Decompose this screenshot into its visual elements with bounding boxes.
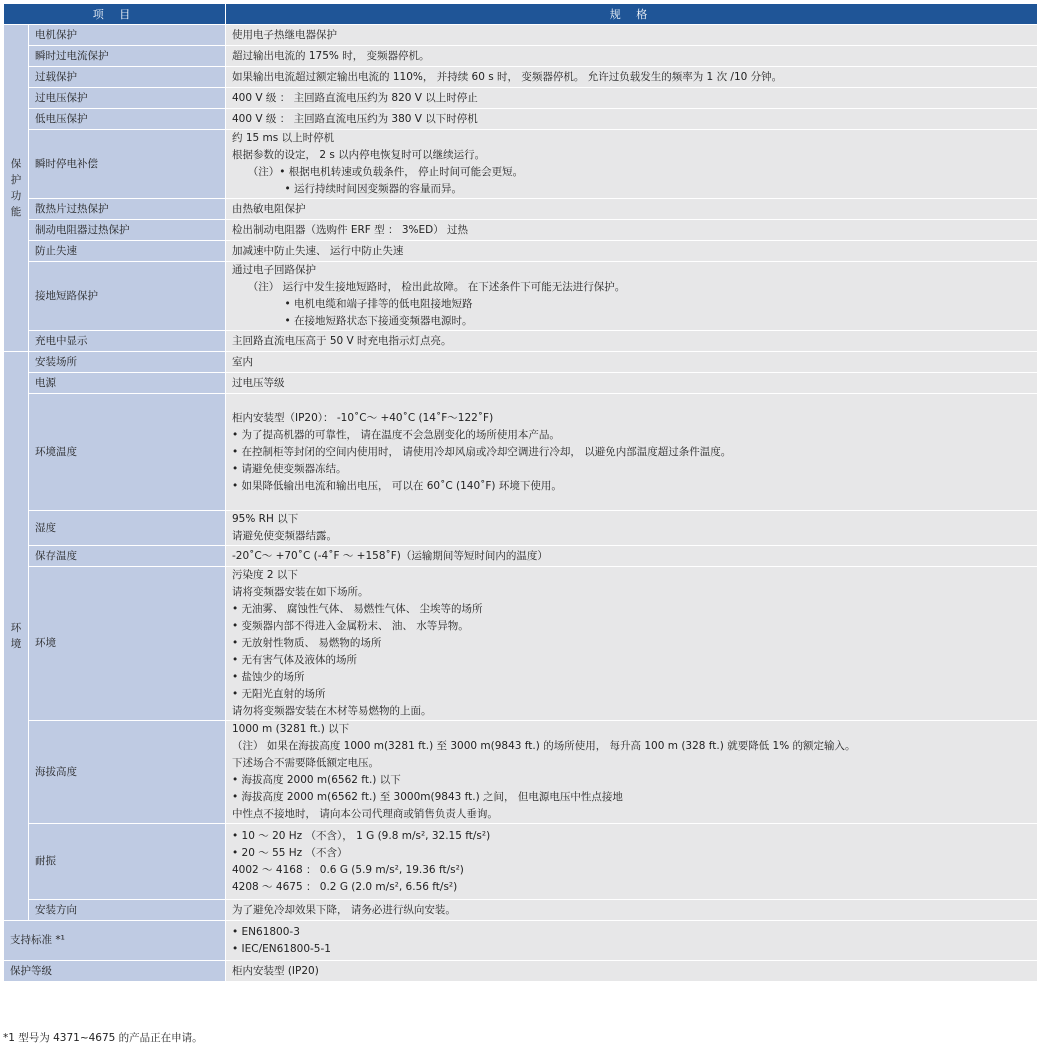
table-row <box>4 352 1038 373</box>
table-row <box>4 220 1038 241</box>
item-spec <box>226 824 1038 900</box>
footnote: *1 型号为 4371~4675 的产品正在申请。 <box>3 1032 203 1044</box>
spec-line: • 无阳光直射的场所 <box>232 688 326 700</box>
table-row <box>4 721 1038 824</box>
item-spec <box>226 394 1038 511</box>
table-row <box>4 373 1038 394</box>
item-name: 安装场所 <box>29 352 226 373</box>
spec-line: 4002 ～ 4168 ： 0.6 G (5.9 m/s², 19.36 ft/s²) <box>232 863 464 876</box>
spec-line: 使用电子热继电器保护 <box>232 28 337 41</box>
spec-line: 主回路直流电压高于 50 V 时充电指示灯点亮。 <box>232 334 452 347</box>
spec-line: • 无放射性物质、 易燃物的场所 <box>232 637 382 649</box>
spec-line: 柜内安装型 (IP20) <box>232 964 319 977</box>
spec-line: （注） 如果在海拔高度 1000 m(3281 ft.) 至 3000 m(9843 ft.) 的场所使用， 每升高 100 m (328 ft.) 就要降低 1% 的额定输入。 <box>232 740 856 752</box>
item-spec <box>226 546 1038 567</box>
spec-line: 4208 ～ 4675 ： 0.2 G (2.0 m/s², 6.56 ft/s²) <box>232 880 458 893</box>
spec-line: • 在接地短路状态下接通变频器电源时。 <box>232 315 473 327</box>
spec-line: 为了避免冷却效果下降， 请务必进行纵向安装。 <box>232 903 456 916</box>
spec-line: • 无有害气体及液体的场所 <box>232 654 358 666</box>
table-row <box>4 25 1038 46</box>
spec-line: 1000 m (3281 ft.) 以下 <box>232 723 350 735</box>
item-spec <box>226 961 1038 982</box>
item-spec <box>226 511 1038 546</box>
item-spec <box>226 67 1038 88</box>
spec-line: 通过电子回路保护 <box>232 264 316 276</box>
spec-line: 400 V 级 ： 主回路直流电压约为 820 V 以上时停止 <box>232 91 478 104</box>
spec-line: 如果输出电流超过额定输出电流的 110%， 并持续 60 s 时， 变频器停机。 允许过负载发生的频率为 1 次 /10 分钟。 <box>232 70 783 83</box>
spec-line: • 变频器内部不得进入金属粉末、 油、 水等异物。 <box>232 620 469 632</box>
item-spec <box>226 900 1038 921</box>
table-row <box>4 900 1038 921</box>
table-row <box>4 546 1038 567</box>
spec-line: • 为了提高机器的可靠性， 请在温度不会急剧变化的场所使用本产品。 <box>232 428 560 441</box>
item-name: 保存温度 <box>29 546 226 567</box>
item-name: 过电压保护 <box>29 88 226 109</box>
item-name: 支持标准 *¹ <box>4 921 226 961</box>
item-spec <box>226 88 1038 109</box>
item-spec <box>226 331 1038 352</box>
spec-line: -20˚C～ +70˚C (-4˚F ～ +158˚F)（运输期间等短时间内的温度） <box>232 549 548 562</box>
spec-line: • 20 ～ 55 Hz （不含） <box>232 846 348 859</box>
item-name: 保护等级 <box>4 961 226 982</box>
group-protection: 保 护 功 能 <box>4 25 29 352</box>
item-name: 制动电阻器过热保护 <box>29 220 226 241</box>
spec-line: 约 15 ms 以上时停机 <box>232 132 335 144</box>
item-name: 耐振 <box>29 824 226 900</box>
item-name: 散热片过热保护 <box>29 199 226 220</box>
spec-line: （注）• 根据电机转速或负载条件， 停止时间可能会更短。 <box>232 166 524 178</box>
spec-line: • 10 ～ 20 Hz （不含）， 1 G (9.8 m/s², 32.15 ft/s²) <box>232 829 491 842</box>
table-row <box>4 824 1038 900</box>
table-row <box>4 88 1038 109</box>
item-spec <box>226 921 1038 961</box>
spec-line: • IEC/EN61800-5-1 <box>232 942 331 955</box>
group-environment: 环 境 <box>4 352 29 921</box>
spec-line: 请避免使变频器结露。 <box>232 530 337 542</box>
table-body <box>4 25 1038 982</box>
item-name: 瞬时过电流保护 <box>29 46 226 67</box>
spec-line: 95% RH 以下 <box>232 513 299 525</box>
item-name: 瞬时停电补偿 <box>29 130 226 199</box>
spec-line: 下述场合不需要降低额定电压。 <box>232 757 379 769</box>
item-name: 电源 <box>29 373 226 394</box>
header-item: 项 目 <box>4 4 226 25</box>
item-spec <box>226 567 1038 721</box>
spec-line: 加减速中防止失速、 运行中防止失速 <box>232 244 404 257</box>
spec-line: 室内 <box>232 355 253 368</box>
spec-line: 过电压等级 <box>232 376 285 389</box>
spec-line: • EN61800-3 <box>232 925 300 938</box>
item-name: 环境温度 <box>29 394 226 511</box>
table-row <box>4 567 1038 721</box>
item-name: 防止失速 <box>29 241 226 262</box>
item-spec <box>226 721 1038 824</box>
table-row <box>4 199 1038 220</box>
item-name: 湿度 <box>29 511 226 546</box>
spec-line: • 在控制柜等封闭的空间内使用时， 请使用冷却风扇或冷却空调进行冷却， 以避免内部温度超过条件温度。 <box>232 445 732 458</box>
spec-line: • 无油雾、 腐蚀性气体、 易燃性气体、 尘埃等的场所 <box>232 603 483 615</box>
spec-line: • 运行持续时间因变频器的容量而异。 <box>232 183 463 195</box>
item-name: 电机保护 <box>29 25 226 46</box>
item-spec <box>226 220 1038 241</box>
item-spec <box>226 109 1038 130</box>
spec-line: 请勿将变频器安装在木材等易燃物的上面。 <box>232 705 432 717</box>
table-header-row <box>4 4 1038 25</box>
spec-line: 400 V 级 ： 主回路直流电压约为 380 V 以下时停机 <box>232 112 478 125</box>
table-row <box>4 511 1038 546</box>
table-row <box>4 46 1038 67</box>
spec-line: 检出制动电阻器（选购件 ERF 型 ： 3%ED） 过热 <box>232 223 469 236</box>
item-name: 过载保护 <box>29 67 226 88</box>
table-row <box>4 921 1038 961</box>
header-spec: 规 格 <box>226 4 1038 25</box>
spec-line: 超过输出电流的 175% 时， 变频器停机。 <box>232 49 430 62</box>
item-spec <box>226 46 1038 67</box>
item-spec <box>226 130 1038 199</box>
spec-table <box>3 3 1038 982</box>
item-name: 海拔高度 <box>29 721 226 824</box>
item-name: 安装方向 <box>29 900 226 921</box>
spec-line: （注） 运行中发生接地短路时， 检出此故障。 在下述条件下可能无法进行保护。 <box>232 281 626 293</box>
item-name: 充电中显示 <box>29 331 226 352</box>
spec-line: 由热敏电阻保护 <box>232 202 306 215</box>
spec-table-wrapper <box>3 3 1037 982</box>
spec-line: • 电机电缆和端子排等的低电阻接地短路 <box>232 298 473 310</box>
spec-line: • 如果降低输出电流和输出电压， 可以在 60˚C (140˚F) 环境下使用。 <box>232 479 562 492</box>
table-row <box>4 109 1038 130</box>
spec-line: 请将变频器安装在如下场所。 <box>232 586 369 598</box>
spec-line: • 海拔高度 2000 m(6562 ft.) 至 3000m(9843 ft.) 之间， 但电源电压中性点接地 <box>232 791 623 803</box>
item-name: 低电压保护 <box>29 109 226 130</box>
item-spec <box>226 199 1038 220</box>
table-row <box>4 394 1038 511</box>
table-row <box>4 241 1038 262</box>
item-name: 环境 <box>29 567 226 721</box>
spec-line: 柜内安装型（IP20）： -10˚C～ +40˚C (14˚F～122˚F) <box>232 411 494 424</box>
spec-line: 中性点不接地时， 请向本公司代理商或销售负责人垂询。 <box>232 808 498 820</box>
item-spec <box>226 262 1038 331</box>
table-row <box>4 262 1038 331</box>
item-spec <box>226 352 1038 373</box>
spec-line: 污染度 2 以下 <box>232 569 298 581</box>
spec-line: • 海拔高度 2000 m(6562 ft.) 以下 <box>232 774 401 786</box>
table-row <box>4 961 1038 982</box>
spec-line: • 盐蚀少的场所 <box>232 671 305 683</box>
item-spec <box>226 25 1038 46</box>
table-row <box>4 67 1038 88</box>
item-spec <box>226 241 1038 262</box>
table-row <box>4 331 1038 352</box>
spec-line: • 请避免使变频器冻结。 <box>232 462 347 475</box>
item-name: 接地短路保护 <box>29 262 226 331</box>
table-row <box>4 130 1038 199</box>
item-spec <box>226 373 1038 394</box>
spec-line: 根据参数的设定， 2 s 以内停电恢复时可以继续运行。 <box>232 149 486 161</box>
